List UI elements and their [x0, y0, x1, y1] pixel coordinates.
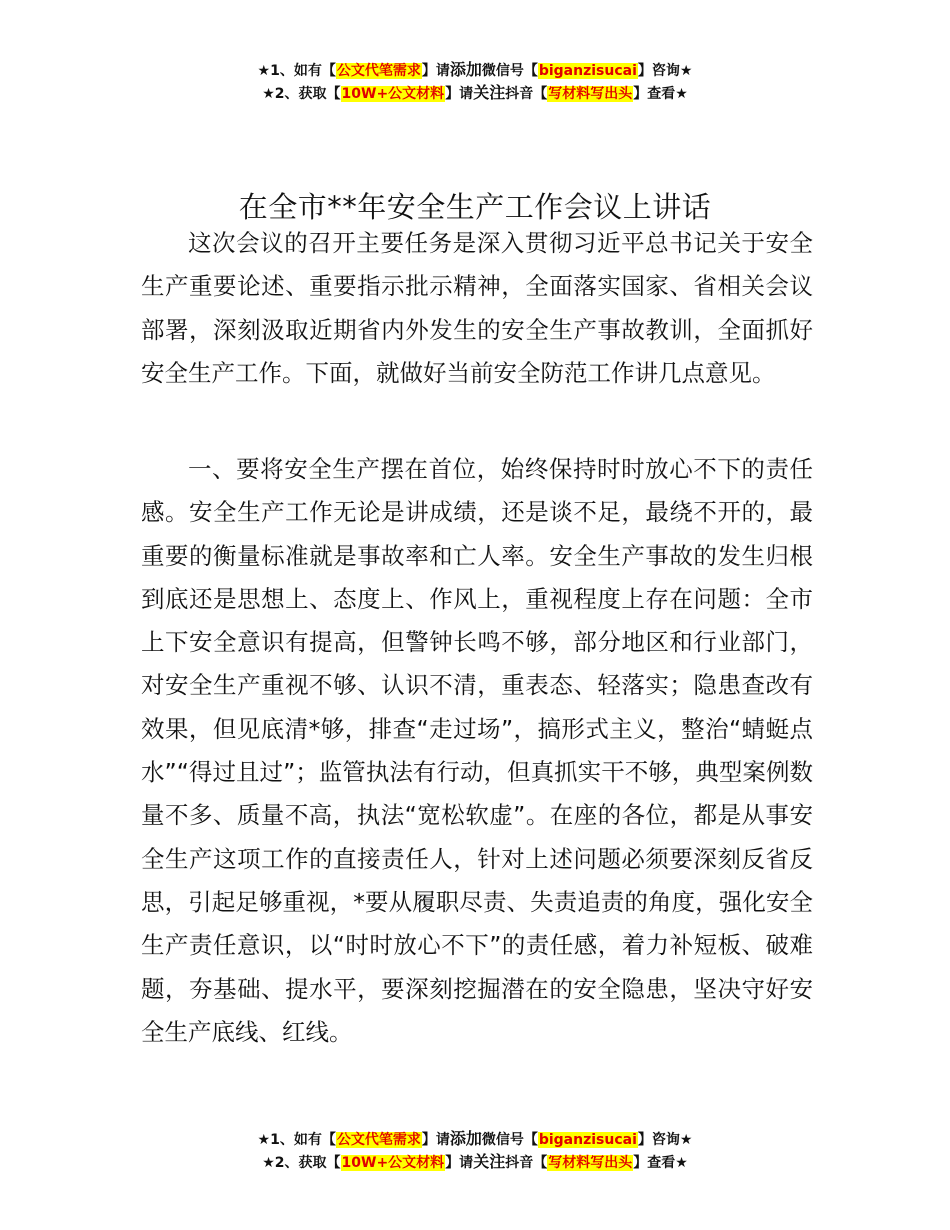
body-paragraph-intro: 这次会议的召开主要任务是深入贯彻习近平总书记关于安全生产重要论述、重要指示批示精神，全面落实国家、省相关会议部署，深刻汲取近期省内外发生的安全生产事故教训，全面抓好安全生产工作。下面，就做好当前安全防范工作讲几点意见。: [141, 229, 813, 387]
promo-text: 】请: [445, 1155, 474, 1171]
promo-text: 抖音【: [505, 1155, 548, 1171]
promo-highlight-wechat-id: biganzisucai: [538, 1132, 637, 1148]
header-promo-banner: [0, 59, 950, 105]
promo-text: 】咨询★: [637, 63, 693, 79]
footer-promo-banner: [0, 1128, 950, 1174]
promo-text: 】查看★: [633, 1155, 688, 1171]
promo-text: 】请: [421, 63, 450, 79]
promo-text: 微信号【: [481, 1132, 538, 1148]
promo-text: 】咨询★: [637, 1132, 693, 1148]
promo-emphasis: 关注: [473, 1152, 506, 1171]
promo-text: 微信号【: [481, 63, 538, 79]
body-paragraph-section-1: 一、要将安全生产摆在首位，始终保持时时放心不下的责任感。安全生产工作无论是讲成绩，还是谈不足，最绕不开的，最重要的衡量标准就是事故率和亡人率。安全生产事故的发生归根到底还是思想上、态度上、作风上，重视程度上存在问题：全市上下安全意识有提高，但警钟长鸣不够，部分地区和行业部门，对安全生产重视不够、认识不清，重表态、轻落实；隐患查改有效果，但见底清*够，排查“走过场”，搞形式主义，整治“蜻蜓点水”“得过且过”；监管执法有行动，但真抓实干不够，典型案例数量不多、质量不高，执法“宽松软虚”。在座的各位，都是从事安全生产这项工作的直接责任人，针对上述问题必须要深刻反省反思，引起足够重视，*要从履职尽责、失责追责的角度，强化安全生产责任意识，以“时时放心不下”的责任感，着力补短板、破难题，夯基础、提水平，要深刻挖掘潜在的安全隐患，坚决守好安全生产底线、红线。: [141, 455, 813, 1046]
promo-text: 】查看★: [633, 86, 688, 102]
footer-promo-line-1: [0, 1128, 950, 1151]
promo-text: ★1、如有【: [257, 63, 336, 79]
promo-highlight-douyin-account: 写材料写出头: [548, 86, 633, 102]
promo-highlight-materials: 10W+公文材料: [341, 86, 445, 102]
promo-emphasis: 添加: [449, 1129, 482, 1148]
footer-promo-line-2: [0, 1151, 950, 1174]
promo-emphasis: 添加: [449, 60, 482, 79]
promo-highlight-materials: 10W+公文材料: [341, 1155, 445, 1171]
promo-highlight-douyin-account: 写材料写出头: [548, 1155, 633, 1171]
header-promo-line-2: [0, 82, 950, 105]
header-promo-line-1: [0, 59, 950, 82]
promo-text: ★2、获取【: [262, 1155, 341, 1171]
promo-text: ★2、获取【: [262, 86, 341, 102]
document-title: 在全市**年安全生产工作会议上讲话: [238, 190, 712, 225]
promo-emphasis: 关注: [473, 83, 506, 102]
promo-highlight-service: 公文代笔需求: [336, 1132, 421, 1148]
promo-highlight-wechat-id: biganzisucai: [538, 63, 637, 79]
promo-text: 】请: [421, 1132, 450, 1148]
promo-text: ★1、如有【: [257, 1132, 336, 1148]
promo-text: 】请: [445, 86, 474, 102]
promo-highlight-service: 公文代笔需求: [336, 63, 421, 79]
promo-text: 抖音【: [505, 86, 548, 102]
